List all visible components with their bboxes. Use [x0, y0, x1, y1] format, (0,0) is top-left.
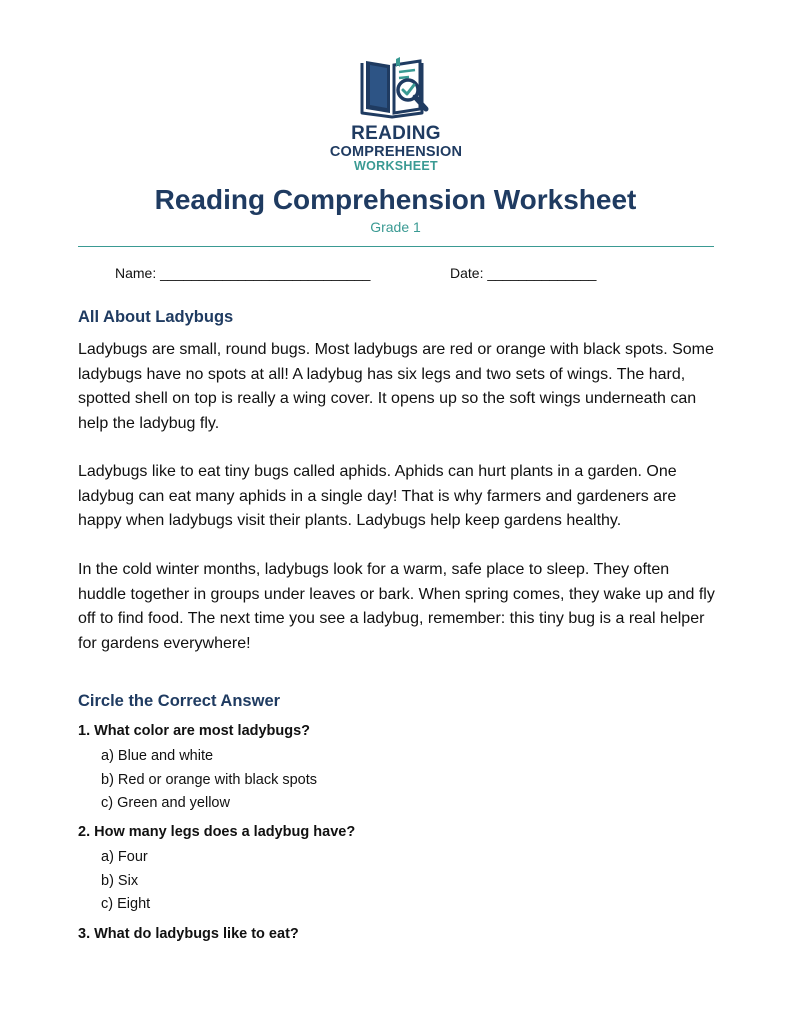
passage-paragraph-3: In the cold winter months, ladybugs look for a warm, safe place to sleep. They often huddle together in groups under leaves or bark. When spring comes, they wake up and fly off to find food. The next time you see a ladybug, remember: this tiny bug is a real helper for gardens everywhere!	[78, 561, 715, 652]
question-3: 3. What do ladybugs like to eat?	[78, 926, 299, 942]
open-book-magnifier-check-icon	[360, 55, 432, 119]
passage-title: All About Ladybugs	[78, 308, 234, 326]
header-divider	[78, 246, 714, 247]
name-field[interactable]: Name: ___________________________	[115, 265, 371, 281]
question-2: 2. How many legs does a ladybug have?	[78, 824, 356, 840]
question-1: 1. What color are most ladybugs?	[78, 723, 311, 739]
logo-text-reading: READING	[351, 123, 441, 144]
quiz-title: Circle the Correct Answer	[78, 692, 281, 710]
question-2-option-b[interactable]: b) Six	[101, 873, 139, 889]
question-1-option-b[interactable]: b) Red or orange with black spots	[101, 772, 317, 788]
passage-paragraph-1: Ladybugs are small, round bugs. Most ladybugs are red or orange with black spots. Some ladybugs have no spots at all! A ladybug has six legs and two sets of wings. The hard, spotted shell on top is really a wing cover. It opens up so the soft wings underneath can help the ladybug fly.	[78, 341, 714, 432]
grade-subtitle: Grade 1	[370, 219, 421, 235]
question-2-option-c[interactable]: c) Eight	[101, 896, 151, 912]
question-1-option-a[interactable]: a) Blue and white	[101, 748, 214, 764]
page-title: Reading Comprehension Worksheet	[154, 184, 637, 215]
worksheet-logo	[318, 55, 474, 175]
logo-text-comprehension: COMPREHENSION	[329, 144, 463, 160]
passage-paragraph-2: Ladybugs like to eat tiny bugs called aphids. Aphids can hurt plants in a garden. One ladybug can eat many aphids in a single day! That is why farmers and gardeners are happy when ladybugs visit their plants. Ladybugs help keep gardens healthy.	[78, 463, 677, 529]
question-2-option-a[interactable]: a) Four	[101, 849, 148, 865]
logo-text-worksheet: WORKSHEET	[354, 159, 438, 173]
date-field[interactable]: Date: ______________	[450, 265, 597, 281]
question-1-option-c[interactable]: c) Green and yellow	[101, 795, 230, 811]
